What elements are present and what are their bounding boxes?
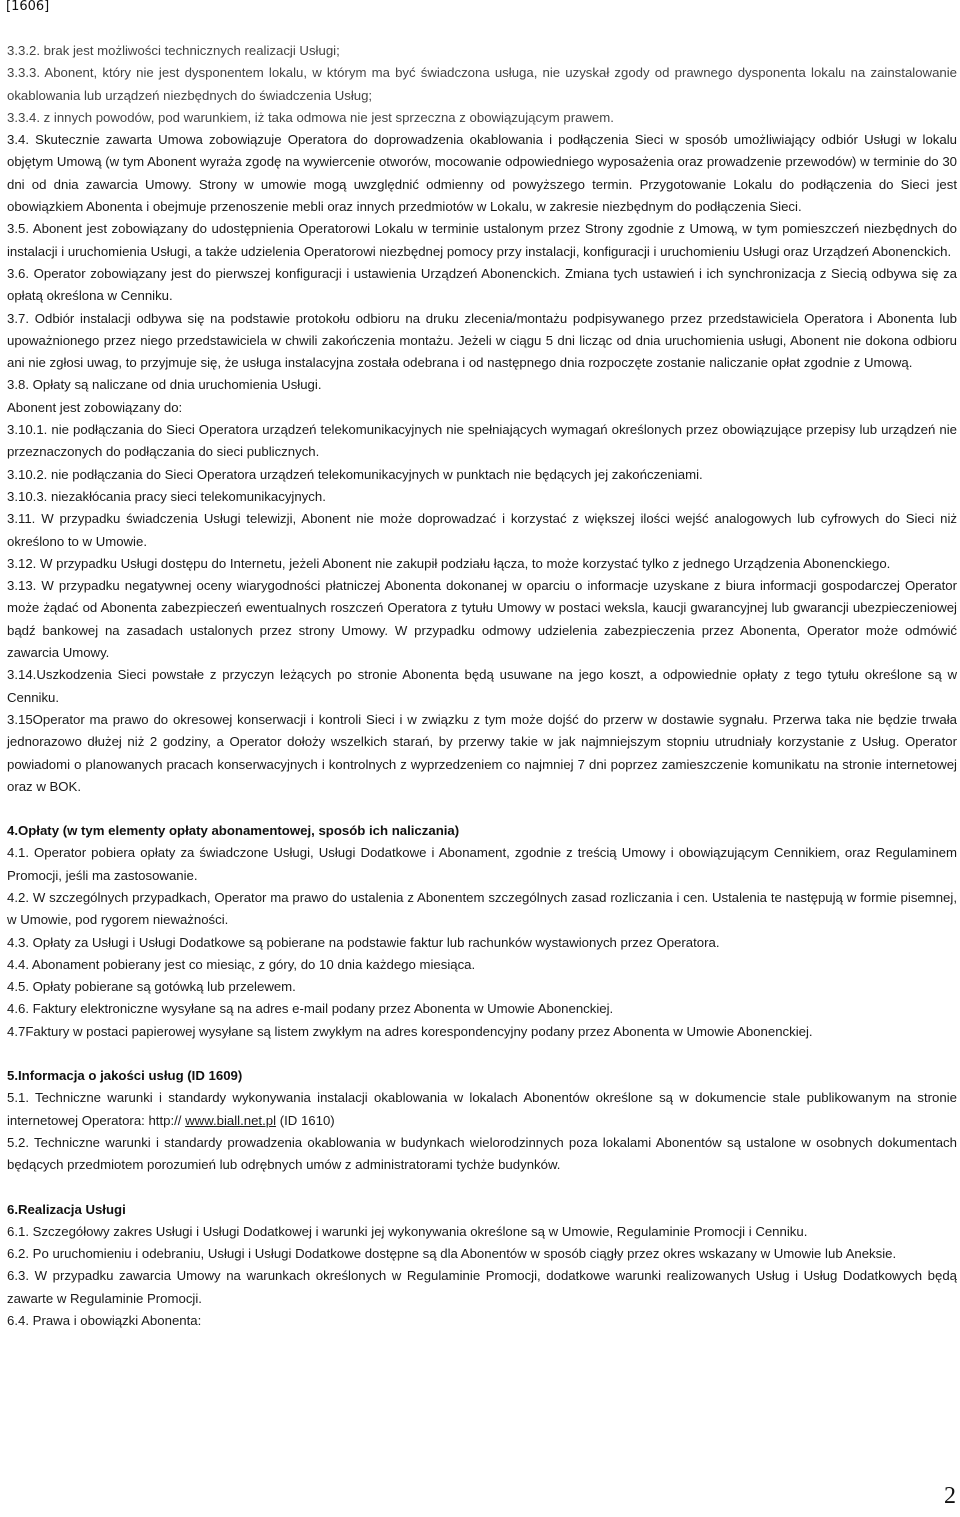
clause-3-6: 3.6. Operator zobowiązany jest do pierwszej konfiguracji i ustawienia Urządzeń Abonenckich. Zmiana tych ustawień i ich synchronizacja z Siecią odbywa się za opłatą określona w Cenniku.: [7, 265, 957, 304]
clause-6-3: 6.3. W przypadku zawarcia Umowy na warunkach określonych w Regulaminie Promocji, dodatkowe warunki realizowanych Usług i Usług Dodatkowych będą zawarte w Regulaminie Promocji.: [7, 1268, 957, 1306]
clause-5-1-id: (ID 1610): [276, 1112, 335, 1128]
clause-6-1: 6.1. Szczegółowy zakres Usługi i Usługi Dodatkowej i warunki jej wykonywania określone są w Umowie, Regulaminie Promocji i Cenniku.: [7, 1223, 808, 1239]
clause-3-4: 3.4. Skutecznie zawarta Umowa zobowiązuje Operatora do doprowadzenia okablowania i podłączenia Sieci w sposób umożliwiający odbiór Usługi w lokalu objętym Umową (w tym Abonent wyraża zgodę na wywiercenie otworów, mocowanie odpowiedniego wyposażenia oraz prowadzenie przewodów) w terminie do 30 dni od dnia zawarcia Umowy. Strony w umowie mogą uwzględnić odmienny od powyższego termin. Przygotowanie Lokalu do podłączenia do Sieci jest obowiązkiem Abonenta i obejmuje przenoszenie mebli oraz innych przedmiotów w Lokalu, w zakresie niezbędnym do podłączenia Sieci.: [7, 132, 957, 215]
clause-4-3: 4.3. Opłaty za Usługi i Usługi Dodatkowe są pobierane na podstawie faktur lub rachunków wystawionych przez Operatora.: [7, 934, 720, 950]
clause-3-14: 3.14.Uszkodzenia Sieci powstałe z przyczyn leżących po stronie Abonenta będą usuwane na jego koszt, a odpowiednie opłaty z tego tytułu określone są w Cenniku.: [7, 667, 957, 705]
clause-3-9-intro: Abonent jest zobowiązany do:: [7, 399, 183, 415]
clause-4-5: 4.5. Opłaty pobierane są gotówką lub przelewem.: [7, 979, 296, 995]
clause-3-12: 3.12. W przypadku Usługi dostępu do Internetu, jeżeli Abonent nie zakupił podziału łącza, to może korzystać tylko z jednego Urządzenia Abonenckiego.: [7, 555, 891, 571]
clause-3-5: 3.5. Abonent jest zobowiązany do udostępnienia Operatorowi Lokalu w terminie ustalonym przez Strony zgodnie z Umową, w tym pomieszczeń niezbędnych do instalacji i uruchomienia Usługi, a także udzielenia Operatorowi niezbędnej pomocy przy instalacji, konfiguracji i uruchomieniu Usługi oraz Urządzeń Abonenckich.: [7, 221, 957, 259]
clause-3-13: 3.13. W przypadku negatywnej oceny wiarygodności płatniczej Abonenta dokonanej w oparciu o informacje uzyskane z biura informacji gospodarczej Operator może żądać od Abonenta zabezpieczeń ewentualnych roszczeń Operatora z tytułu Umowy w postaci weksla, kaucji gwarancyjnej lub gwarancji ubezpieczeniowej bądź bankowej na zasadach ustalonych przez strony Umowy. W przypadku odmowy udzielenia zabezpieczenia przez Abonenta, Operator może odmówić zawarcia Umowy.: [7, 578, 957, 661]
clause-4-2: 4.2. W szczególnych przypadkach, Operator ma prawo do ustalenia z Abonentem szczególnych zasad rozliczania i cen. Ustalenia te następują w formie pisemnej, w Umowie, pod rygorem nieważności.: [7, 889, 957, 928]
clause-5-1-text: 5.1. Techniczne warunki i standardy wykonywania instalacji okablowania w lokalach Abonentów określone są w dokumencie stale publikowanym na stronie internetowej Operatora: http://: [7, 1090, 957, 1128]
clause-4-4: 4.4. Abonament pobierany jest co miesiąc, z góry, do 10 dnia każdego miesiąca.: [7, 956, 476, 972]
section-5-heading: 5.Informacja o jakości usług (ID 1609): [7, 1068, 243, 1084]
clause-5-2: 5.2. Techniczne warunki i standardy prowadzenia okablowania w budynkach wielorodzinnych poza lokalami Abonentów są ustalone w osobnych dokumentach będących przedmiotem porozumień lub odrębnych umów z administratorami tychże budynków.: [7, 1134, 957, 1173]
clause-6-2: 6.2. Po uruchomieniu i odebraniu, Usługi i Usługi Dodatkowe dostępne są dla Abonentów w sposób ciągły przez okres wskazany w Umowie lub Aneksie.: [7, 1246, 897, 1262]
clause-4-7: 4.7Faktury w postaci papierowej wysyłane są listem zwykłym na adres korespondencyjny podany przez Abonenta w Umowie Abonenckiej.: [7, 1023, 813, 1039]
clause-3-10-2: 3.10.2. nie podłączania do Sieci Operatora urządzeń telekomunikacyjnych w punktach nie będących jej zakończeniami.: [7, 466, 703, 482]
document-body: [7, 40, 957, 1332]
clause-4-1: 4.1. Operator pobiera opłaty za świadczone Usługi, Usługi Dodatkowe i Abonament, zgodnie z treścią Umowy i obowiązującym Cennikiem, oraz Regulaminem Promocji, jeśli ma zastosowanie.: [7, 845, 957, 883]
section-6-heading: 6.Realizacja Usługi: [7, 1201, 126, 1217]
clause-5-1: [7, 1087, 957, 1132]
clause-3-3-3: 3.3.3. Abonent, który nie jest dysponentem lokalu, w którym ma być świadczona usługa, nie uzyskał zgody od prawnego dysponenta lokalu na zainstalowanie okablowania lub urządzeń niezbędnych do świadczenia Usług;: [7, 65, 957, 103]
clause-3-8: 3.8. Opłaty są naliczane od dnia uruchomienia Usługi.: [7, 377, 322, 393]
section-4-heading: 4.Opłaty (w tym elementy opłaty abonamentowej, sposób ich naliczania): [7, 823, 460, 839]
clause-3-10-3: 3.10.3. niezakłócania pracy sieci telekomunikacyjnych.: [7, 488, 326, 504]
clause-4-6: 4.6. Faktury elektroniczne wysyłane są na adres e-mail podany przez Abonenta w Umowie Abonenckiej.: [7, 1001, 614, 1017]
clause-6-4: 6.4. Prawa i obowiązki Abonenta:: [7, 1313, 202, 1329]
clause-3-11: 3.11. W przypadku świadczenia Usługi telewizji, Abonent nie może doprowadzać i korzystać z większej ilości wejść analogowych lub cyfrowych do Sieci niż określono to w Umowie.: [7, 511, 957, 549]
operator-website-link[interactable]: www.biall.net.pl: [185, 1112, 277, 1128]
clause-3-3-4: 3.3.4. z innych powodów, pod warunkiem, iż taka odmowa nie jest sprzeczna z obowiązującym prawem.: [7, 109, 614, 125]
clause-3-15: 3.15Operator ma prawo do okresowej konserwacji i kontroli Sieci i w związku z tym może dojść do przerw w dostawie sygnału. Przerwa taka nie będzie trwała jednorazowo dłużej niż 2 godziny, a Operator dołoży wszelkich starań, by przerwy takie w jak najmniejszym stopniu utrudniały korzystanie z Usług. Operator powiadomi o planowanych pracach konserwacyjnych i kontrolnych z wyprzedzeniem co najmniej 7 dni poprzez zamieszczenie komunikatu na stronie internetowej oraz w BOK.: [7, 711, 957, 794]
page-tag: [1606]: [6, 0, 50, 14]
page-number: 2: [944, 1483, 956, 1509]
clause-3-10-1: 3.10.1. nie podłączania do Sieci Operatora urządzeń telekomunikacyjnych nie spełniających wymagań określonych przez obowiązujące przepisy lub urządzeń nie przeznaczonych do podłączania do sieci publicznych.: [7, 422, 957, 460]
clause-3-3-2: 3.3.2. brak jest możliwości technicznych realizacji Usługi;: [7, 43, 340, 58]
clause-3-7: 3.7. Odbiór instalacji odbywa się na podstawie protokołu odbioru na druku zlecenia/montażu podpisywanego przez przedstawiciela Operatora i Abonenta lub upoważnionego przez niego przedstawiciela w chwili zakończenia montażu. Jeżeli w ciągu 5 dni licząc od dnia uruchomienia usługi, Abonent nie dokona odbioru ani nie zgłosi uwag, to przyjmuje się, że usługa instalacyjna została odebrana i od następnego dnia rozpoczęte zostanie naliczanie opłat zgodnie z Umową.: [7, 310, 957, 371]
